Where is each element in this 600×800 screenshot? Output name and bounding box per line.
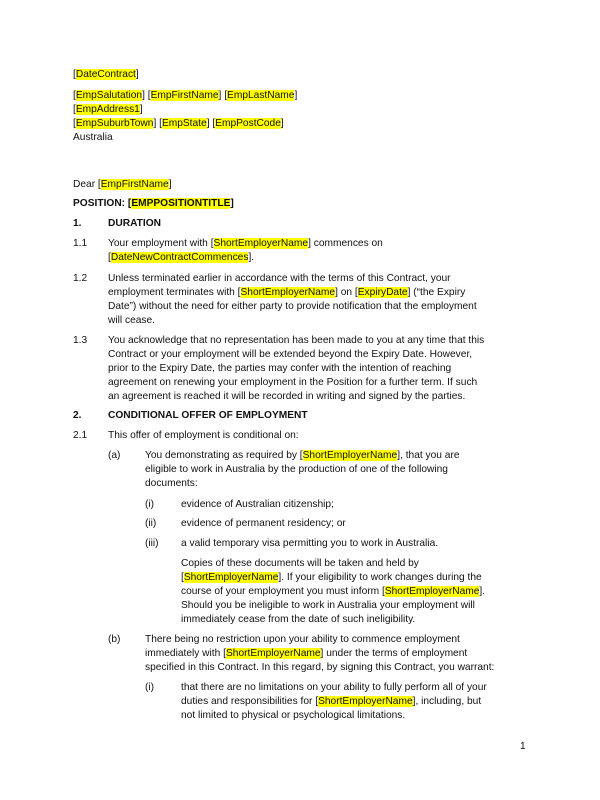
position-label: POSITION: — [73, 198, 128, 209]
clause-2-1-number: 2.1 — [73, 430, 88, 441]
date-field: DateContract — [75, 69, 136, 80]
item-ii-text: evidence of permanent residency; or — [181, 518, 346, 529]
item-b-i-line1: that there are no limitations on your ability to fully perform all of your — [181, 682, 487, 693]
text-span: . If your eligibility to work changes during the — [281, 572, 482, 583]
text-span: on — [337, 287, 355, 298]
first-name-field: EmpFirstName — [150, 90, 219, 101]
copies-line5: immediately cease from the date of such ineligibility. — [181, 614, 416, 625]
clause-1-2-line3: Date”) without the need for either party to provide notification that the employment — [108, 301, 477, 312]
greeting-name-field: EmpFirstName — [100, 179, 169, 190]
clause-1-1-number: 1.1 — [73, 238, 88, 249]
employer-field: ShortEmployerName — [302, 450, 398, 461]
copies-line4: Should you be ineligible to work in Australia your employment will — [181, 600, 475, 611]
clause-1-3-line5: an agreement is reached it will be recorded in writing and signed by the parties. — [108, 391, 466, 402]
copies-line3: course of your employment you must inform [ShortEmployerName]. — [181, 586, 486, 597]
item-a-label: (a) — [108, 450, 121, 461]
item-b-i-line2: duties and responsibilities for [ShortEmployerName], including, but — [181, 696, 482, 707]
section1-number: 1. — [73, 218, 82, 229]
clause-1-1-line1: Your employment with [ShortEmployerName] commences on — [108, 238, 383, 249]
copies-line2: [ShortEmployerName]. If your eligibility to work changes during the — [181, 572, 482, 583]
employer-field: ShortEmployerName — [225, 648, 321, 659]
clause-1-2-line2: employment terminates with [ShortEmployerName] on [ExpiryDate] (“the Expiry — [108, 287, 466, 298]
item-b-line3: specified in this Contract. In this regard, by signing this Contract, you warrant: — [145, 662, 495, 673]
position-field: EMPPOSITIONTITLE — [131, 198, 231, 209]
last-name-field: EmpLastName — [227, 90, 295, 101]
text-span: You demonstrating as required by — [145, 450, 300, 461]
suburb-field: EmpSuburbTown — [75, 118, 154, 129]
item-i-text: evidence of Australian citizenship; — [181, 499, 334, 510]
clause-1-3-line3: prior to the Expiry Date, the parties may confer with the intention of reaching — [108, 363, 452, 374]
state-field: EmpState — [161, 118, 207, 129]
suburb-line: [EmpSuburbTown] [EmpState] [EmpPostCode] — [73, 118, 284, 129]
clause-1-3-number: 1.3 — [73, 335, 88, 346]
page-number: 1 — [520, 741, 526, 752]
copies-line1: Copies of these documents will be taken and held by — [181, 558, 419, 569]
clause-1-3-line2: Contract or your employment will be extended beyond the Expiry Date. However, — [108, 349, 473, 360]
item-b-i-line3: not limited to physical or psychological limitations. — [181, 710, 406, 721]
clause-1-3-line4: agreement on renewing your employment in the Position for a further term. If such — [108, 377, 478, 388]
employer-field: ShortEmployerName — [384, 586, 480, 597]
item-i-label: (i) — [145, 499, 155, 510]
position-heading: POSITION: [EMPPOSITIONTITLE] — [73, 198, 234, 209]
text-span: employment terminates with — [108, 287, 238, 298]
item-ii-label: (ii) — [145, 518, 157, 529]
text-span: commences on — [310, 238, 383, 249]
item-a-line2: eligible to work in Australia by the production of one of the following — [145, 464, 448, 475]
text-span: (“the Expiry — [410, 287, 466, 298]
text-span: , that you are — [400, 450, 460, 461]
item-b-label: (b) — [108, 634, 121, 645]
greeting-prefix: Dear — [73, 179, 98, 190]
section2-title: CONDITIONAL OFFER OF EMPLOYMENT — [108, 410, 308, 421]
item-b-i-label: (i) — [145, 682, 155, 693]
address-line: [EmpAddress1] — [73, 104, 143, 115]
country-line: Australia — [73, 132, 113, 143]
employer-field: ShortEmployerName — [240, 287, 336, 298]
item-b-line2: immediately with [ShortEmployerName] under the terms of employment — [145, 648, 468, 659]
item-iii-text: a valid temporary visa permitting you to work in Australia. — [181, 538, 439, 549]
clause-2-1-text: This offer of employment is conditional on: — [108, 430, 299, 441]
commence-date-field: DateNewContractCommences — [110, 252, 249, 263]
section1-title: DURATION — [108, 218, 162, 229]
date-line: [DateContract] — [73, 69, 139, 80]
item-iii-label: (iii) — [145, 538, 159, 549]
employer-field: ShortEmployerName — [318, 696, 413, 707]
clause-1-3-line1: You acknowledge that no representation has been made to you at any time that this — [108, 335, 485, 346]
employer-field: ShortEmployerName — [183, 572, 279, 583]
item-b-line1: There being no restriction upon your ability to commence employment — [145, 634, 460, 645]
text-span: . — [482, 586, 486, 597]
clause-1-1-line2: [DateNewContractCommences]. — [108, 252, 255, 263]
text-span: . — [251, 252, 255, 263]
item-a-line3: documents: — [145, 478, 198, 489]
salutation-field: EmpSalutation — [75, 90, 143, 101]
text-span: immediately with — [145, 648, 224, 659]
greeting-line: Dear [EmpFirstName] — [73, 179, 172, 190]
employer-field: ShortEmployerName — [213, 238, 309, 249]
item-a-line1: You demonstrating as required by [ShortEmployerName], that you are — [145, 450, 460, 461]
clause-1-2-line1: Unless terminated earlier in accordance with the terms of this Contract, your — [108, 273, 451, 284]
name-line: [EmpSalutation] [EmpFirstName] [EmpLastName] — [73, 90, 298, 101]
text-span: , including, but — [415, 696, 482, 707]
clause-1-2-number: 1.2 — [73, 273, 88, 284]
text-span: course of your employment you must inform — [181, 586, 382, 597]
expiry-date-field: ExpiryDate — [357, 287, 408, 298]
text-span: Your employment with — [108, 238, 211, 249]
section2-number: 2. — [73, 410, 82, 421]
text-span: under the terms of employment — [323, 648, 468, 659]
address-field: EmpAddress1 — [75, 104, 140, 115]
clause-1-2-line4: will cease. — [108, 315, 155, 326]
postcode-field: EmpPostCode — [215, 118, 281, 129]
text-span: duties and responsibilities for — [181, 696, 316, 707]
